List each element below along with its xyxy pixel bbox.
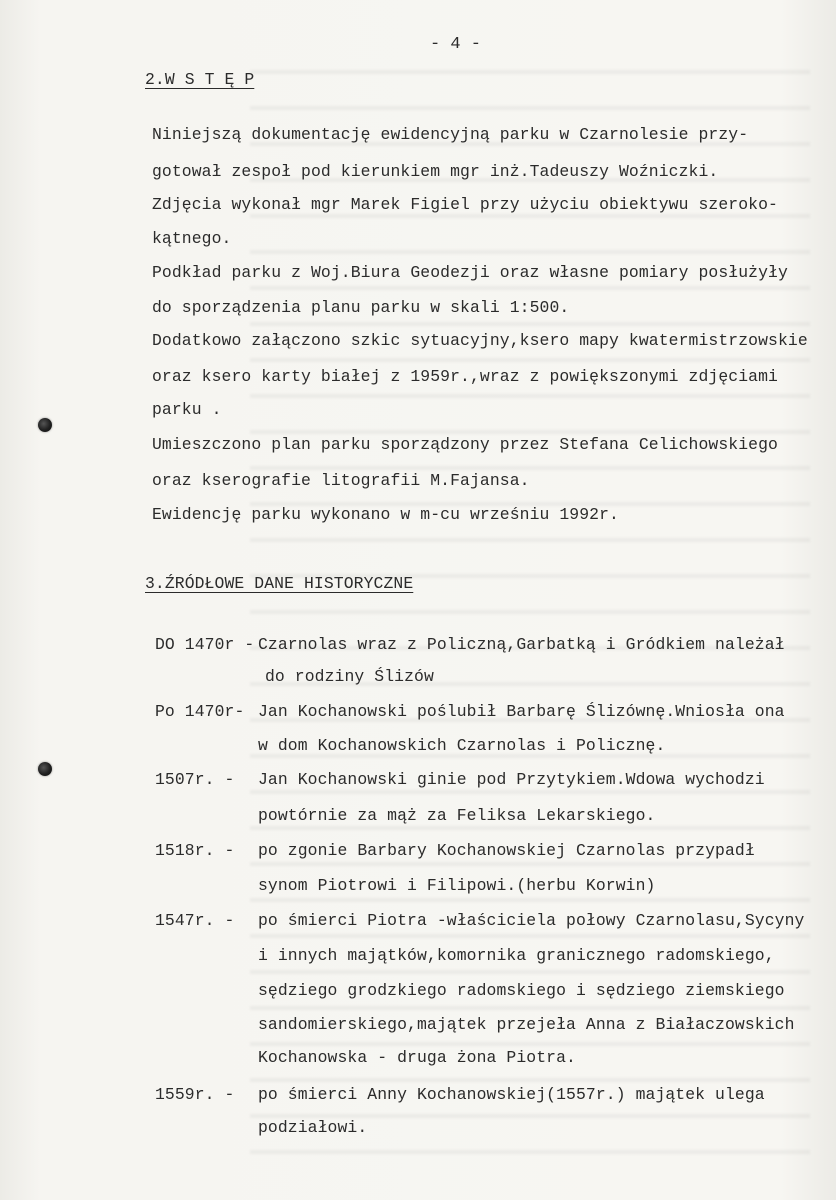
- intro-line: Zdjęcia wykonał mgr Marek Figiel przy użyciu obiektywu szeroko-: [152, 195, 778, 214]
- history-date: 1507r. -: [155, 770, 235, 789]
- intro-line: parku .: [152, 400, 222, 419]
- history-text: w dom Kochanowskich Czarnolas i Policznę.: [258, 736, 666, 755]
- intro-line: Dodatkowo załączono szkic sytuacyjny,ksero mapy kwatermistrzowskie: [152, 331, 808, 350]
- history-text: po zgonie Barbary Kochanowskiej Czarnolas przypadł: [258, 841, 755, 860]
- history-text: po śmierci Anny Kochanowskiej(1557r.) majątek ulega: [258, 1085, 765, 1104]
- history-text: powtórnie za mąż za Feliksa Lekarskiego.: [258, 806, 656, 825]
- punch-hole-bottom: [38, 762, 52, 776]
- section2-heading: 2.W S T Ę P: [145, 70, 255, 89]
- intro-line: oraz ksero karty białej z 1959r.,wraz z powiększonymi zdjęciami: [152, 367, 778, 386]
- history-text: Kochanowska - druga żona Piotra.: [258, 1048, 576, 1067]
- intro-line: Umieszczono plan parku sporządzony przez Stefana Celichowskiego: [152, 435, 778, 454]
- history-text: Czarnolas wraz z Policzną,Garbatką i Gródkiem należał: [258, 635, 785, 654]
- history-date: 1547r. -: [155, 911, 235, 930]
- history-text: synom Piotrowi i Filipowi.(herbu Korwin): [258, 876, 656, 895]
- history-text: sandomierskiego,majątek przejeła Anna z Białaczowskich: [258, 1015, 795, 1034]
- history-date: Po 1470r-: [155, 702, 245, 721]
- intro-line: kątnego.: [152, 229, 232, 248]
- history-date: 1559r. -: [155, 1085, 235, 1104]
- intro-line: Ewidencję parku wykonano w m-cu wrześniu 1992r.: [152, 505, 619, 524]
- history-date: DO 1470r -: [155, 635, 255, 654]
- intro-line: Niniejszą dokumentację ewidencyjną parku w Czarnolesie przy-: [152, 125, 749, 144]
- intro-line: gotował zespoł pod kierunkiem mgr inż.Tadeuszy Woźniczki.: [152, 162, 719, 181]
- page-number: - 4 -: [430, 35, 482, 54]
- history-text: Jan Kochanowski poślubił Barbarę Ślizównę.Wniosła ona: [258, 702, 785, 721]
- section3-heading: 3.ŹRÓDŁOWE DANE HISTORYCZNE: [145, 574, 414, 593]
- history-text: podziałowi.: [258, 1118, 368, 1137]
- history-date: 1518r. -: [155, 841, 235, 860]
- history-text: po śmierci Piotra -właściciela połowy Czarnolasu,Sycyny: [258, 911, 805, 930]
- intro-line: oraz kserografie litografii M.Fajansa.: [152, 471, 530, 490]
- intro-line: do sporządzenia planu parku w skali 1:500.: [152, 298, 570, 317]
- history-text: i innych majątków,komornika granicznego radomskiego,: [258, 946, 775, 965]
- punch-hole-top: [38, 418, 52, 432]
- history-text: Jan Kochanowski ginie pod Przytykiem.Wdowa wychodzi: [258, 770, 765, 789]
- history-text: sędziego grodzkiego radomskiego i sędziego ziemskiego: [258, 981, 785, 1000]
- history-text: do rodziny Ślizów: [265, 667, 434, 686]
- intro-line: Podkład parku z Woj.Biura Geodezji oraz własne pomiary posłużyły: [152, 263, 788, 282]
